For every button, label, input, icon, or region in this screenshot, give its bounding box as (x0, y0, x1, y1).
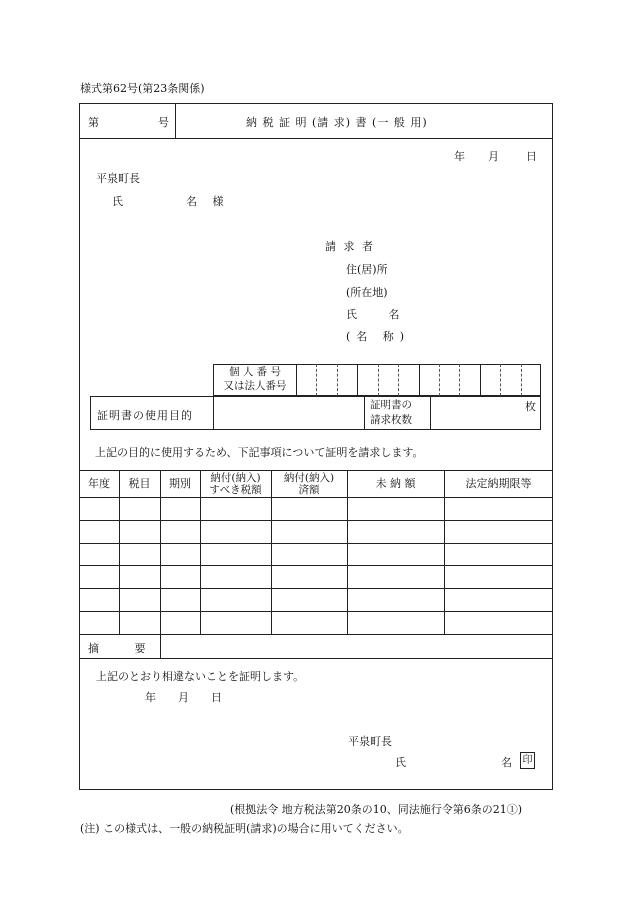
individual-number-digit[interactable] (521, 364, 541, 396)
individual-number-digit[interactable] (500, 364, 520, 396)
count-unit: 枚 (525, 400, 536, 413)
cert-year: 年 (145, 691, 156, 704)
summary-input[interactable] (162, 636, 550, 656)
footnote-legal: (根拠法令 地方税法第20条の10、同法施行令第6条の21①) (230, 803, 523, 816)
table-row[interactable] (80, 498, 552, 519)
individual-number-digit[interactable] (357, 364, 377, 396)
date-year: 年 (454, 150, 465, 163)
summary-label: 摘 要 (88, 642, 162, 655)
individual-number-digit[interactable] (316, 364, 336, 396)
count-label-2: 請求枚数 (370, 414, 412, 426)
table-row[interactable] (80, 566, 552, 587)
count-input[interactable] (431, 398, 521, 428)
individual-number-digit[interactable] (419, 364, 439, 396)
table-header-cell: 税目 (128, 477, 151, 490)
requester-corp-name: (名 称) (346, 330, 411, 343)
table-row[interactable] (80, 589, 552, 610)
requester-address: 住(居)所 (346, 263, 388, 276)
number-prefix: 第 (88, 116, 99, 129)
requester-location: (所在地) (346, 286, 388, 299)
individual-number-label-1: 個 人 番 号 (228, 366, 281, 378)
certification-statement: 上記のとおり相違ないことを証明します。 (96, 670, 305, 683)
cert-name-prefix: 氏 (395, 756, 406, 769)
request-statement: 上記の目的に使用するため、下記事項について証明を請求します。 (95, 446, 424, 459)
table-header-cell: 年度 (88, 477, 110, 490)
table-header-cell: 法定納期限等 (465, 477, 532, 490)
individual-number-digit[interactable] (337, 364, 357, 396)
date-month: 月 (488, 150, 499, 163)
table-row[interactable] (80, 544, 552, 565)
addressee-mayor: 平泉町長 (96, 172, 140, 185)
cert-name-suffix: 名 (501, 756, 512, 769)
count-label-1: 証明書の (370, 399, 412, 411)
date-day: 日 (526, 150, 537, 163)
table-header-cell: 納付(納入) すべき税額 (209, 472, 262, 496)
individual-number-digit[interactable] (398, 364, 418, 396)
addressee-name-prefix: 氏 (112, 195, 123, 208)
individual-number-digit[interactable] (459, 364, 479, 396)
individual-number-digit[interactable] (296, 364, 316, 396)
individual-number-digit[interactable] (378, 364, 398, 396)
cert-mayor: 平泉町長 (348, 735, 392, 748)
individual-number-digit[interactable] (439, 364, 459, 396)
table-row[interactable] (80, 612, 552, 633)
addressee-name-suffix: 名 様 (186, 195, 230, 208)
requester-name: 氏 名 (346, 308, 414, 321)
seal-mark: 印 (520, 752, 535, 769)
individual-number-digit[interactable] (480, 364, 500, 396)
requester-label: 請 求 者 (325, 240, 375, 253)
cert-month: 月 (178, 691, 189, 704)
footnote-note: (注) この様式は、一般の納税証明(請求)の場合に用いてください。 (80, 822, 409, 835)
purpose-input[interactable] (214, 398, 363, 428)
table-header-cell: 期別 (169, 477, 191, 490)
purpose-label: 証明書の使用目的 (97, 409, 193, 422)
table-header-cell: 納付(納入) 済額 (283, 472, 335, 496)
form-title: 納 税 証 明 (請 求) 書 (一 般 用) (246, 116, 428, 129)
table-header-cell: 未 納 額 (375, 477, 416, 490)
individual-number-label-2: 又は法人番号 (223, 380, 287, 392)
table-row[interactable] (80, 521, 552, 542)
form-number: 様式第62号(第23条関係) (80, 82, 205, 95)
cert-day: 日 (211, 691, 222, 704)
number-suffix: 号 (158, 116, 169, 129)
